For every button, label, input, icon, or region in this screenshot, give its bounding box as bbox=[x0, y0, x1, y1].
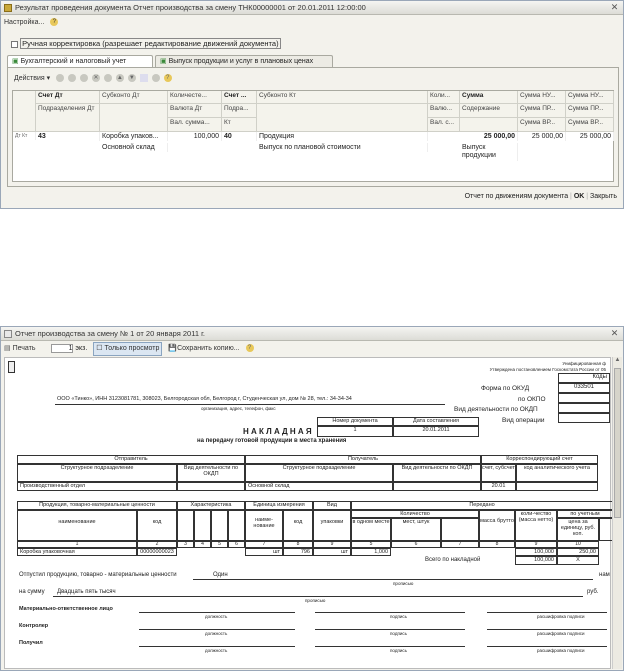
cell-sum[interactable]: 25 000,00 bbox=[460, 132, 518, 141]
cell-sum-nu[interactable]: 25 000,00 bbox=[518, 132, 566, 141]
col-blank bbox=[257, 104, 428, 132]
receiver-activity-value bbox=[393, 482, 481, 491]
print-icon[interactable]: ▤ bbox=[4, 345, 11, 352]
col-sum-vr[interactable]: Сумма ВР... bbox=[518, 118, 566, 132]
cell-sub-dt-2[interactable]: Основной склад bbox=[100, 143, 168, 152]
cell-sum-nu-2[interactable]: 25 000,00 bbox=[566, 132, 614, 141]
col-sum-vr-2[interactable]: Сумма ВР... bbox=[566, 118, 614, 132]
nam-label: нам bbox=[599, 572, 610, 578]
docnum-label: Номер документа bbox=[317, 417, 393, 426]
okpo-value bbox=[558, 393, 610, 403]
num-cell: 9 bbox=[313, 541, 351, 548]
okud-label: Форма по ОКУД bbox=[481, 385, 530, 392]
ctrl-pos-line bbox=[139, 629, 295, 630]
okdp-value bbox=[558, 403, 610, 413]
copies-unit: экз. bbox=[75, 345, 88, 352]
close-button[interactable]: Закрыть bbox=[590, 193, 617, 200]
h-acct: по учетным bbox=[557, 510, 613, 518]
docdate-value: 20.01.2011 bbox=[393, 426, 479, 437]
add-icon[interactable] bbox=[56, 74, 64, 82]
num-cell: 5 bbox=[211, 541, 228, 548]
save-copy-button[interactable]: 💾Сохранить копию... bbox=[168, 345, 240, 352]
total-qty: 100,000 bbox=[515, 556, 557, 565]
cell-acct-dt[interactable]: 43 bbox=[36, 132, 100, 141]
num-cell: 4 bbox=[194, 541, 211, 548]
col-currency-dt[interactable]: Валюта Дт bbox=[168, 104, 222, 118]
released-value: Один bbox=[213, 572, 228, 578]
propis-caption-2: прописью bbox=[305, 598, 326, 603]
h-code: код bbox=[137, 510, 177, 541]
codes-header: Коды bbox=[558, 373, 610, 383]
receiver-value: Основной склад bbox=[245, 482, 393, 491]
propis-caption: прописью bbox=[393, 581, 414, 586]
analytic-value bbox=[516, 482, 598, 491]
num-cell: 6 bbox=[228, 541, 245, 548]
h-char-4 bbox=[228, 510, 245, 541]
col-sub-kt[interactable]: Субконто Кт bbox=[257, 91, 428, 104]
okpo-label: по ОКПО bbox=[518, 396, 546, 403]
move-up-icon[interactable]: ▲ bbox=[116, 75, 123, 82]
sender-header: Отправитель bbox=[17, 455, 245, 464]
org-caption: организация, адрес, телефон, факс bbox=[201, 406, 276, 411]
sort-icon[interactable] bbox=[140, 74, 148, 82]
close-icon[interactable]: ✕ bbox=[610, 328, 619, 338]
total-label: Всего по накладной bbox=[425, 557, 481, 563]
page-marker bbox=[8, 361, 15, 373]
actions-menu[interactable]: Действия ▾ bbox=[14, 75, 51, 82]
decode-caption: расшифровка подписи bbox=[537, 631, 585, 636]
h-netqty: коли-чество (масса нетто) bbox=[515, 510, 557, 541]
copies-value: 1 bbox=[68, 344, 73, 352]
mol-pos-line bbox=[139, 612, 295, 613]
num-cell: 6 bbox=[391, 541, 441, 548]
tab-accounting[interactable] bbox=[7, 55, 153, 67]
edit-icon[interactable] bbox=[80, 74, 88, 82]
ctrl-sign-line bbox=[315, 629, 465, 630]
h-char-1 bbox=[177, 510, 194, 541]
sign-caption: подпись bbox=[390, 648, 408, 653]
cell-acct-kt[interactable]: 40 bbox=[222, 132, 257, 141]
scroll-up-icon[interactable]: ▲ bbox=[614, 357, 621, 363]
okud-value: 033501 bbox=[558, 383, 610, 393]
item-qty: 100,000 bbox=[515, 548, 557, 556]
h-char: Характеристика bbox=[177, 501, 245, 510]
tab-output[interactable] bbox=[155, 55, 333, 67]
app-icon bbox=[4, 330, 12, 338]
num-cell: 8 bbox=[283, 541, 313, 548]
num-cell: 1 bbox=[17, 541, 137, 548]
window-titlebar[interactable] bbox=[1, 327, 623, 341]
h-char-3 bbox=[211, 510, 228, 541]
h-ucode: код bbox=[283, 510, 313, 541]
form-header-1: Унифицированная ф bbox=[562, 361, 606, 366]
end-edit-icon[interactable] bbox=[104, 74, 112, 82]
view-only-label: Только просмотр bbox=[104, 345, 160, 352]
window-title: Отчет производства за смену № 1 от 20 января 2011 г. bbox=[15, 329, 205, 338]
actions-label: Действия bbox=[14, 75, 45, 82]
released-label: Отпустил продукцию, товарно - материальные ценности bbox=[19, 572, 177, 578]
print-button[interactable]: Печать bbox=[12, 345, 36, 352]
receiver-activity: Вид деятельности по ОКДП bbox=[393, 464, 481, 482]
h-price-extra bbox=[599, 518, 613, 541]
copy-icon[interactable] bbox=[68, 74, 76, 82]
mol-decode-line bbox=[487, 612, 607, 613]
h-kind: Вид bbox=[313, 501, 351, 510]
col-acct-kt[interactable]: Счет ... bbox=[222, 91, 257, 104]
delete-icon[interactable]: ✕ bbox=[93, 75, 99, 82]
received-label: Получил bbox=[19, 640, 43, 646]
sender-value: Производственный отдел bbox=[17, 482, 177, 491]
receiver-struct: Структурное подразделение bbox=[245, 464, 393, 482]
cell-content[interactable]: Выпуск продукции bbox=[460, 143, 518, 161]
h-qty-extra bbox=[441, 518, 479, 541]
col-qty[interactable]: Количесте... bbox=[168, 91, 222, 104]
recv-decode-line bbox=[487, 646, 607, 647]
settings-bar bbox=[4, 17, 60, 29]
postings-grid bbox=[12, 90, 614, 182]
row-type-icon: Дт Кт bbox=[13, 132, 36, 140]
window-title: Результат проведения документа Отчет производства за смену ТНК00000001 от 20.01.2011 12:00:00 bbox=[15, 3, 366, 12]
sum-label: на сумму bbox=[19, 589, 45, 595]
col-sum[interactable]: Сумма bbox=[460, 91, 518, 104]
save-copy-label: Сохранить копию... bbox=[177, 345, 240, 352]
document-page bbox=[4, 357, 611, 669]
manual-correction-checkbox[interactable] bbox=[11, 41, 18, 48]
sign-caption: подпись bbox=[390, 631, 408, 636]
report-link[interactable]: Отчет по движениям документа bbox=[464, 193, 569, 200]
tab-icon: ▣ bbox=[12, 58, 21, 65]
num-cell: 5 bbox=[351, 541, 391, 548]
form-header-2: Утверждена постановлением Госкомстата России от 05 bbox=[489, 367, 606, 372]
table-row[interactable] bbox=[13, 132, 613, 164]
help-icon[interactable]: ? bbox=[246, 344, 254, 352]
docnum-value: 1 bbox=[317, 426, 393, 437]
ok-button[interactable]: OK bbox=[573, 193, 585, 200]
released-line bbox=[193, 579, 593, 580]
sum-value: Двадцать пять тысяч bbox=[57, 589, 116, 595]
col-sum-nu[interactable]: Сумма НУ... bbox=[518, 91, 566, 104]
num-cell: 7 bbox=[441, 541, 479, 548]
cell-qty[interactable]: 100,000 bbox=[168, 132, 222, 141]
posting-result-window bbox=[0, 0, 624, 209]
col-val-sum-kt[interactable]: Вал. с... bbox=[428, 118, 460, 132]
close-icon[interactable]: ✕ bbox=[610, 2, 619, 12]
doc-title: Н А К Л А Д Н А Я bbox=[243, 427, 312, 436]
cell-sub-kt-1[interactable]: Продукция bbox=[257, 132, 428, 141]
view-only-toggle[interactable]: ☐ Только просмотр bbox=[93, 342, 162, 356]
col-dept-dt[interactable]: Подразделения Дт bbox=[36, 104, 100, 132]
item-inplace: 1,000 bbox=[351, 548, 391, 556]
vertical-scrollbar[interactable] bbox=[612, 357, 622, 669]
h-char-2 bbox=[194, 510, 211, 541]
sender-activity: Вид деятельности по ОКДП bbox=[177, 464, 245, 482]
tab-label: Бухгалтерский и налоговый учет bbox=[20, 58, 127, 65]
refresh-icon[interactable] bbox=[152, 74, 160, 82]
col-sum-pr-2[interactable]: Сумма ПР... bbox=[566, 104, 614, 118]
manual-correction-label: Ручная корректировка (разрешает редактирование движений документа) bbox=[22, 39, 279, 48]
copies-input[interactable] bbox=[51, 344, 73, 353]
h-inplace: в одном месте bbox=[351, 518, 391, 541]
h-unit: Единица измерения bbox=[245, 501, 313, 510]
h-name: наименование bbox=[17, 510, 137, 541]
decode-caption: расшифровка подписи bbox=[537, 614, 585, 619]
mol-label: Материально-ответственное лицо bbox=[19, 606, 113, 612]
cell-sub-dt-1[interactable]: Коробка упаков... bbox=[100, 132, 168, 141]
recv-pos-line bbox=[139, 646, 295, 647]
move-down-icon[interactable]: ▼ bbox=[128, 75, 135, 82]
h-transfer: Передано bbox=[351, 501, 613, 510]
col-sub-dt[interactable]: Субконто Дт bbox=[100, 91, 168, 104]
num-cell: 2 bbox=[137, 541, 177, 548]
col-val-sum-dt[interactable]: Вал. сумма... bbox=[168, 118, 222, 132]
item-pack: шт bbox=[313, 548, 351, 556]
ctrl-decode-line bbox=[487, 629, 607, 630]
num-cell: 10 bbox=[557, 541, 599, 548]
acct-value: 20.01 bbox=[481, 482, 516, 491]
decode-caption: расшифровка подписи bbox=[537, 648, 585, 653]
col-blank bbox=[100, 104, 168, 132]
num-cell: 3 bbox=[177, 541, 194, 548]
receiver-header: Получатель bbox=[245, 455, 481, 464]
print-toolbar bbox=[4, 342, 622, 354]
tab-panel bbox=[7, 67, 619, 187]
num-cell: 7 bbox=[245, 541, 283, 548]
docdate-label: Дата составления bbox=[393, 417, 479, 426]
h-pack: упаковки bbox=[313, 510, 351, 541]
item-price: 250,00 bbox=[557, 548, 599, 556]
col-acct-dt[interactable]: Счет Дт bbox=[36, 91, 100, 104]
separator: | bbox=[586, 193, 591, 200]
window-titlebar[interactable] bbox=[1, 1, 623, 15]
window-footer bbox=[465, 193, 617, 200]
help-icon[interactable]: ? bbox=[164, 74, 172, 82]
grid-corner bbox=[13, 91, 36, 132]
help-icon[interactable]: ? bbox=[50, 18, 58, 26]
col-dept-kt[interactable]: Подра... bbox=[222, 104, 257, 118]
recv-sign-line bbox=[315, 646, 465, 647]
pos-caption: должность bbox=[205, 614, 228, 619]
total-x: Х bbox=[557, 556, 599, 565]
print-form-window bbox=[0, 326, 624, 671]
mol-sign-line bbox=[315, 612, 465, 613]
h-product: Продукция, товарно-материальные ценности bbox=[17, 501, 177, 510]
operation-label: Вид операции bbox=[502, 417, 545, 424]
acct-subacct: счет, субсчет bbox=[481, 464, 516, 482]
analytic-code: код аналитического учета bbox=[516, 464, 598, 482]
h-qty: Количество bbox=[351, 510, 479, 518]
num-cell: 9 bbox=[515, 541, 557, 548]
item-name: Коробка упаковочная bbox=[17, 548, 137, 556]
sign-caption: подпись bbox=[390, 614, 408, 619]
item-code: 00000000023 bbox=[137, 548, 177, 556]
tab-label: Выпуск продукции и услуг в плановых ценах bbox=[168, 58, 314, 65]
cell-sub-kt-2[interactable]: Выпуск по плановой стоимости bbox=[257, 143, 428, 152]
controller-label: Контролер bbox=[19, 623, 49, 629]
col-blank bbox=[460, 118, 518, 132]
manual-correction[interactable] bbox=[11, 39, 281, 48]
col-kt-suffix[interactable]: Кт bbox=[222, 118, 257, 132]
col-qty-kt[interactable]: Коли... bbox=[428, 91, 460, 104]
col-sum-pr[interactable]: Сумма ПР... bbox=[518, 104, 566, 118]
app-icon bbox=[4, 4, 12, 12]
sender-struct: Структурное подразделение bbox=[17, 464, 177, 482]
h-places: мест, штук bbox=[391, 518, 441, 541]
okdp-label: Вид деятельности по ОКДП bbox=[454, 406, 538, 413]
separator: | bbox=[570, 193, 574, 200]
col-sum-nu-2[interactable]: Сумма НУ... bbox=[566, 91, 614, 104]
item-ucode: 796 bbox=[283, 548, 313, 556]
sender-activity-value bbox=[177, 482, 245, 491]
sum-line bbox=[53, 596, 583, 597]
h-uname: наиме-нование bbox=[245, 510, 283, 541]
rub-label: руб. bbox=[587, 589, 599, 595]
corr-header: Корреспондирующий счет bbox=[481, 455, 598, 464]
col-currency-kt[interactable]: Валю... bbox=[428, 104, 460, 118]
pos-caption: должность bbox=[205, 631, 228, 636]
tab-icon: ▣ bbox=[160, 58, 169, 65]
item-unit: шт bbox=[245, 548, 283, 556]
operation-value bbox=[558, 413, 610, 423]
org-line: ООО «Тинко», ИНН 3123081781, 308023, Белгородская обл, Белгород г, Студенческая ул, дом № 28, тел.: 34-34-34 bbox=[57, 396, 352, 402]
doc-subtitle: на передачу готовой продукции в места хранения bbox=[197, 438, 347, 444]
divider bbox=[55, 404, 445, 405]
scroll-thumb[interactable] bbox=[614, 368, 621, 518]
num-cell: 8 bbox=[479, 541, 515, 548]
h-gross: масса брутто bbox=[479, 510, 515, 541]
settings-button[interactable]: Настройка... bbox=[4, 19, 45, 26]
h-price: цена за единицу, руб. коп. bbox=[557, 518, 599, 541]
grid-toolbar bbox=[14, 73, 174, 85]
pos-caption: должность bbox=[205, 648, 228, 653]
col-content[interactable]: Содержание bbox=[460, 104, 518, 118]
